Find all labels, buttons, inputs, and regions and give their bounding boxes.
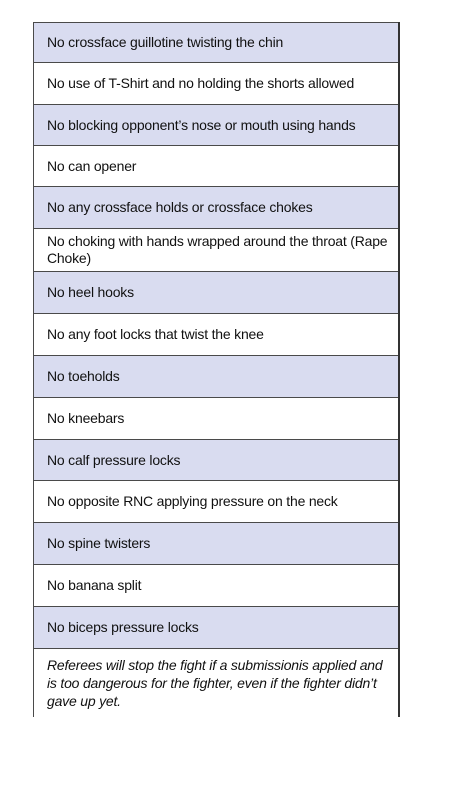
rule-text: No banana split <box>34 565 400 607</box>
rule-row <box>34 398 400 440</box>
rule-row <box>34 63 400 105</box>
rule-text: No heel hooks <box>34 272 400 314</box>
rule-text: No any foot locks that twist the knee <box>34 314 400 356</box>
rule-row <box>34 272 400 314</box>
rule-text: No blocking opponent’s nose or mouth using hands <box>34 105 400 146</box>
rule-text: No biceps pressure locks <box>34 607 400 649</box>
rule-text: No spine twisters <box>34 523 400 565</box>
rules-table <box>33 22 400 717</box>
rule-row <box>34 105 400 146</box>
referee-note: Referees will stop the fight if a submissionis applied and is too dangerous for the fighter, even if the fighter didn’t gave up yet. <box>34 649 400 718</box>
rule-row <box>34 356 400 398</box>
rule-row <box>34 23 400 63</box>
rule-row <box>34 146 400 187</box>
rule-row <box>34 481 400 523</box>
rule-row <box>34 229 400 272</box>
rule-row <box>34 187 400 229</box>
rule-text: No kneebars <box>34 398 400 440</box>
rule-text: No can opener <box>34 146 400 187</box>
rule-row <box>34 607 400 649</box>
rules-body <box>34 23 400 718</box>
rule-row <box>34 314 400 356</box>
rule-text: No use of T-Shirt and no holding the shorts allowed <box>34 63 400 105</box>
rule-text: No choking with hands wrapped around the throat (Rape Choke) <box>34 229 400 272</box>
rule-text: No crossface guillotine twisting the chin <box>34 23 400 63</box>
rule-row <box>34 440 400 481</box>
rule-text: No opposite RNC applying pressure on the neck <box>34 481 400 523</box>
referee-note-row <box>34 649 400 718</box>
rule-text: No any crossface holds or crossface chokes <box>34 187 400 229</box>
rule-text: No calf pressure locks <box>34 440 400 481</box>
rule-row <box>34 523 400 565</box>
rule-row <box>34 565 400 607</box>
rule-text: No toeholds <box>34 356 400 398</box>
